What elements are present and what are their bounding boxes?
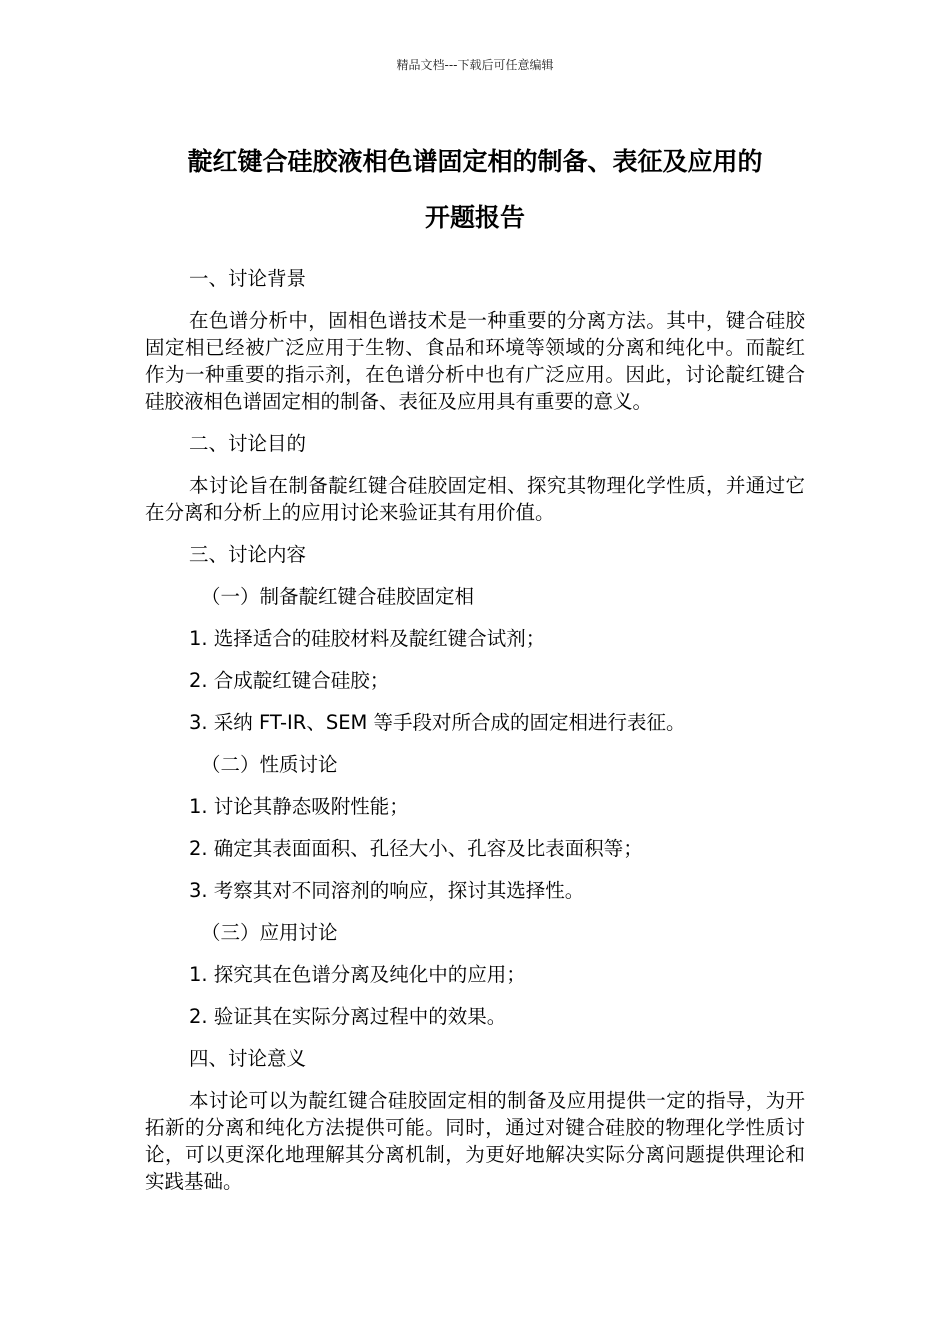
subsection-title-preparation: （一）制备靛红键合硅胶固定相 [201,585,475,608]
title-line-1: 靛红键合硅胶液相色谱固定相的制备、表征及应用的 [187,147,763,176]
paragraph-significance: 本讨论可以为靛红键合硅胶固定相的制备及应用提供一定的指导，为开拓新的分离和纯化方法提供可能。同时，通过对键合硅胶的物理化学性质讨论，可以更深化地理解其分离机制，为更好地解决实际分离问题提供理论和实践基础。 [145,1089,805,1193]
section-heading-content: 三、讨论内容 [189,543,307,566]
subsection-title-application: （三）应用讨论 [201,921,338,944]
paragraph-background: 在色谱分析中，固相色谱技术是一种重要的分离方法。其中，键合硅胶固定相已经被广泛应用于生物、食品和环境等领域的分离和纯化中。而靛红作为一种重要的指示剂，在色谱分析中也有广泛应用。因此，讨论靛红键合硅胶液相色谱固定相的制备、表征及应用具有重要的意义。 [145,309,805,413]
list-item: 2. 合成靛红键合硅胶； [189,669,390,692]
section-heading-significance: 四、讨论意义 [189,1047,307,1070]
title-line-2: 开题报告 [424,203,525,232]
list-item: 3. 考察其对不同溶剂的响应，探讨其选择性。 [189,879,585,902]
paragraph-purpose: 本讨论旨在制备靛红键合硅胶固定相、探究其物理化学性质，并通过它在分离和分析上的应用讨论来验证其有用价值。 [145,474,805,524]
document-body [145,265,805,1210]
subsection-title-properties: （二）性质讨论 [201,753,338,776]
list-item: 1. 讨论其静态吸附性能； [189,795,409,818]
header-note: 精品文档---下载后可任意编辑 [396,58,554,72]
document-title [120,134,830,246]
section-heading-background: 一、讨论背景 [189,267,307,290]
list-item: 3. 采纳 FT-IR、SEM 等手段对所合成的固定相进行表征。 [189,711,686,734]
section-heading-purpose: 二、讨论目的 [189,432,307,455]
list-item: 2. 确定其表面面积、孔径大小、孔容及比表面积等； [189,837,643,860]
list-item: 1. 探究其在色谱分离及纯化中的应用； [189,963,526,986]
list-item: 2. 验证其在实际分离过程中的效果。 [189,1005,507,1028]
list-item: 1. 选择适合的硅胶材料及靛红键合试剂； [189,627,546,650]
